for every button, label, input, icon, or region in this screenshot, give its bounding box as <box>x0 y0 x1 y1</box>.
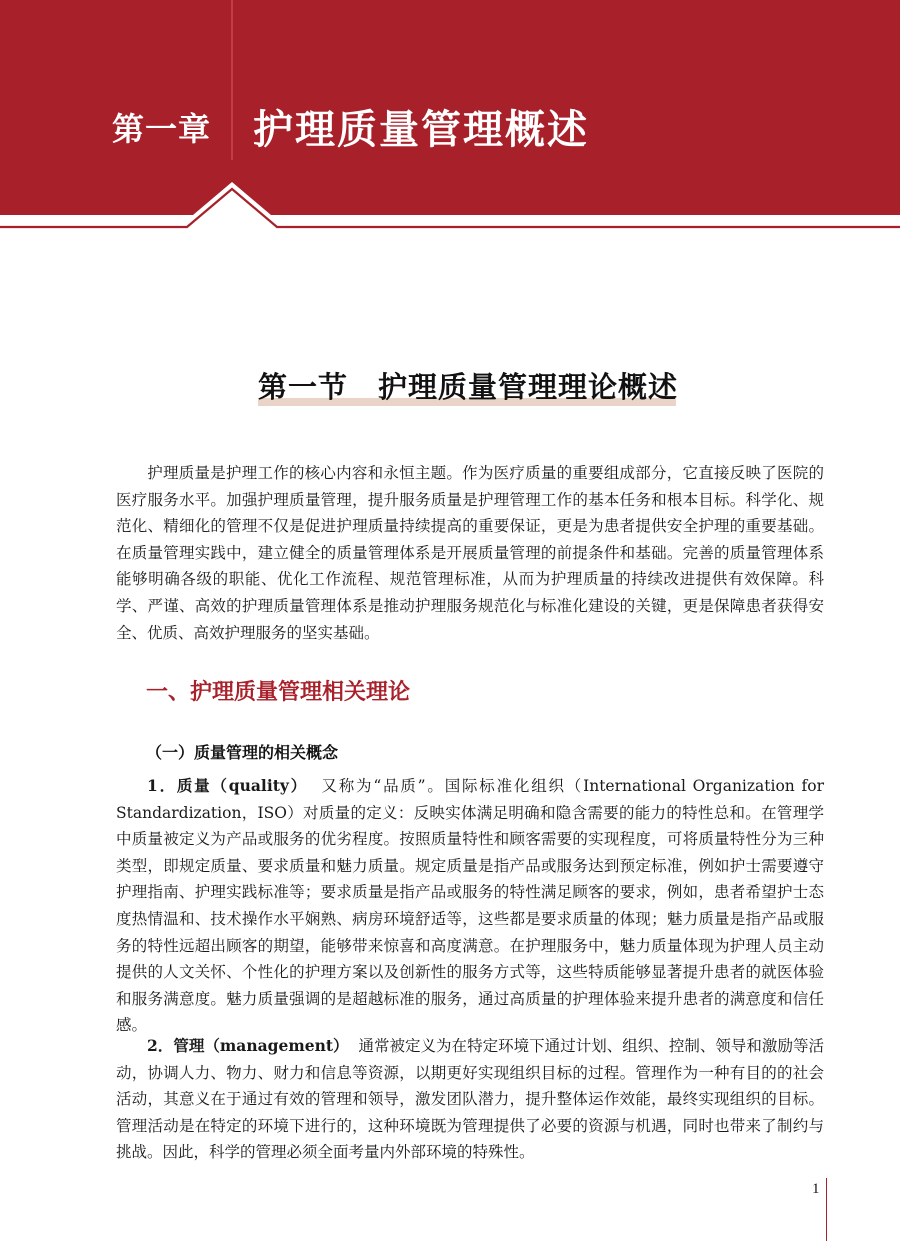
intro-paragraph-text: 护理质量是护理工作的核心内容和永恒主题。作为医疗质量的重要组成部分，它直接反映了医院的医疗服务水平。加强护理质量管理，提升服务质量是护理管理工作的基本任务和根本目标。科学化、规范化、精细化的管理不仅是促进护理质量持续提高的重要保证，更是为患者提供安全护理的重要基础。在质量管理实践中，建立健全的质量管理体系是开展质量管理的前提条件和基础。完善的质量管理体系能够明确各级的职能、优化工作流程、规范管理标准，从而为护理质量的持续改进提供有效保障。科学、严谨、高效的护理质量管理体系是推动护理服务规范化与标准化建设的关键，更是保障患者获得安全、优质、高效护理服务的坚实基础。 <box>116 464 824 642</box>
page-number: 1 <box>812 1181 820 1197</box>
page-number-rule <box>826 1178 827 1241</box>
section-title <box>258 365 678 406</box>
intro-paragraph <box>116 460 824 646</box>
chapter-title: 护理质量管理概述 <box>253 106 589 153</box>
management-text: 通常被定义为在特定环境下通过计划、组织、控制、领导和激励等活动，协调人力、物力、财力和信息等资源，以期更好实现组织目标的过程。管理作为一种有目的的社会活动，其意义在于通过有效的管理和领导，激发团队潜力，提升整体运作效能，最终实现组织的目标。管理活动是在特定的环境下进行的，这种环境既为管理提供了必要的资源与机遇，同时也带来了制约与挑战。因此，科学的管理必须全面考量内外部环境的特殊性。 <box>116 1037 824 1162</box>
quality-paragraph <box>116 773 824 1039</box>
section-title-text: 护理质量管理理论概述 <box>378 370 679 404</box>
chapter-label: 第一章 <box>112 110 212 148</box>
management-paragraph <box>116 1033 824 1166</box>
management-term: 2．管理（management） <box>147 1036 349 1055</box>
section-number: 第一节 <box>258 370 349 404</box>
heading-level-2: （一）质量管理的相关概念 <box>146 743 339 762</box>
quality-text: 又称为“品质”。国际标准化组织（International Organization for Standardization，ISO）对质量的定义：反映实体满足明确和隐含需要的能力的特性总和。在管理学中质量被定义为产品或服务的优劣程度。按照质量特性和顾客需要的实现程度，可将质量特性分为三种类型，即规定质量、要求质量和魅力质量。规定质量是指产品或服务达到预定标准，例如护士需要遵守护理指南、护理实践标准等；要求质量是指产品或服务的特性满足顾客的要求，例如，患者希望护士态度热情温和、技术操作水平娴熟、病房环境舒适等，这些都是要求质量的体现；魅力质量是指产品或服务的特性远超出顾客的期望，能够带来惊喜和高度满意。在护理服务中，魅力质量体现为护理人员主动提供的人文关怀、个性化的护理方案以及创新性的服务方式等，这些特质能够显著提升患者的就医体验和服务满意度。魅力质量强调的是超越标准的服务，通过高质量的护理体验来提升患者的满意度和信任感。 <box>116 777 824 1035</box>
heading-level-1: 一、护理质量管理相关理论 <box>146 679 411 705</box>
quality-term: 1．质量（quality） <box>147 776 308 795</box>
